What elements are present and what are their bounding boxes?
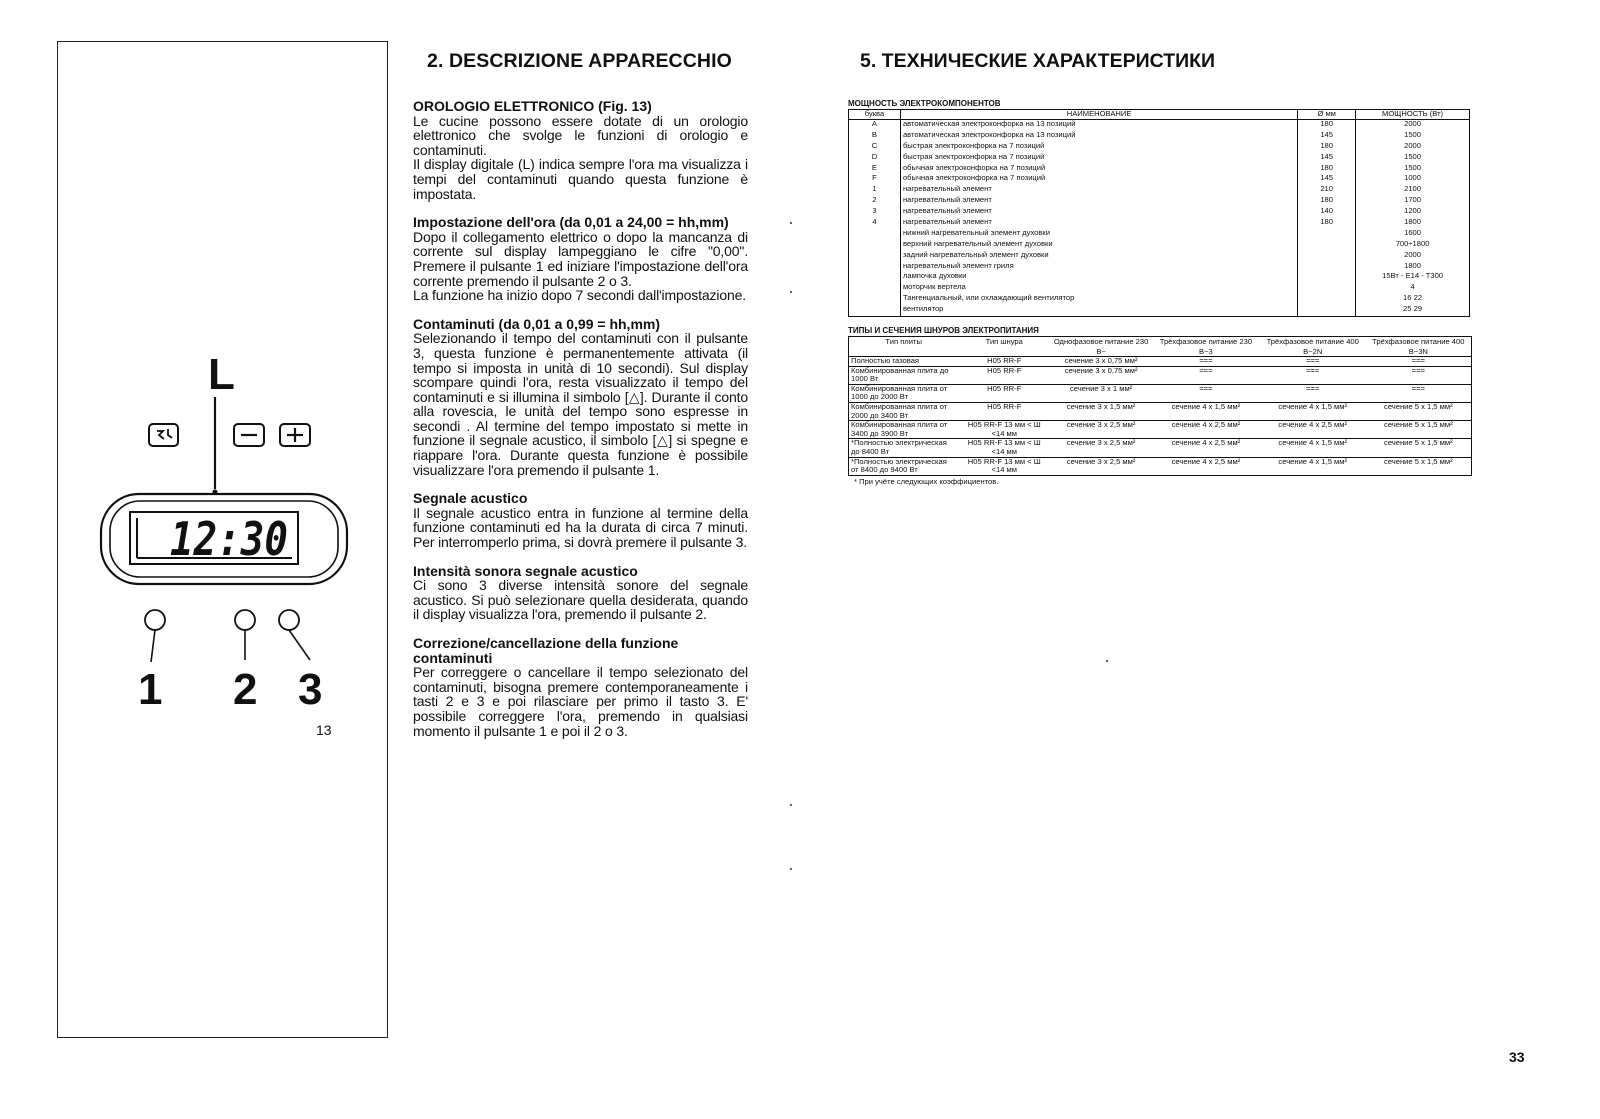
label-L: L bbox=[208, 350, 235, 399]
table-cell: 180 bbox=[1298, 142, 1356, 153]
paragraph: La funzione ha inizio dopo 7 secondi dall'impostazione. bbox=[413, 287, 746, 304]
power-table-body bbox=[849, 120, 1470, 317]
table-cell: задний нагревательный элемент духовки bbox=[900, 251, 1297, 262]
power-table-title: МОЩНОСТЬ ЭЛЕКТРОКОМПОНЕНТОВ bbox=[848, 99, 1001, 108]
table-cell: 2 bbox=[872, 195, 877, 205]
section-segnale-acustico bbox=[413, 491, 748, 549]
table-cell: === bbox=[1152, 384, 1260, 402]
table-cell: 3 bbox=[872, 206, 877, 216]
table-header-row bbox=[849, 110, 1470, 120]
table-cell bbox=[849, 305, 901, 316]
clock-diagram bbox=[58, 42, 389, 1039]
table-cell: C bbox=[871, 140, 878, 150]
table-cell: сечение 3 x 1 мм² bbox=[1050, 384, 1152, 402]
button-2[interactable] bbox=[233, 610, 257, 714]
table-cell: сечение 4 x 1,5 мм² bbox=[1260, 439, 1366, 457]
paragraph: Le cucine possono essere dotate di un orologio elettronico che svolge le funzioni di orologio e contaminuti. bbox=[413, 112, 748, 158]
button-1[interactable] bbox=[138, 610, 165, 714]
table-cell: *Полностью электрическая от 8400 до 9400 Вт bbox=[849, 457, 959, 475]
table-cell bbox=[1298, 305, 1356, 316]
table-cell: сечение 4 x 1,5 мм² bbox=[1260, 403, 1366, 421]
table-cell: Тангенциальный, или охлаждающий вентилятор bbox=[900, 294, 1297, 305]
table-row bbox=[849, 384, 1472, 402]
section-title: Contaminuti (da 0,01 a 0,99 = hh,mm) bbox=[413, 315, 661, 332]
table-cell: быстрая электроконфорка на 7 позиций bbox=[900, 142, 1297, 153]
button-3[interactable] bbox=[279, 610, 322, 714]
paragraph: Ci sono 3 diverse intensità sonore del segnale acustico. Si può selezionare quella desiderata, quando il display visualizza l'ora, premendo il pulsante 2. bbox=[413, 577, 748, 623]
table-row bbox=[849, 366, 1472, 384]
lcd-time-display: 12:30 bbox=[170, 512, 288, 566]
column-header: Трёхфазовое питание 230 В~3 bbox=[1152, 337, 1260, 357]
column-header: буква bbox=[849, 110, 901, 120]
cable-table-body bbox=[849, 357, 1472, 476]
paragraph: Il segnale acustico entra in funzione al termine della funzione contaminuti ed ha la durata di circa 7 minuti. Per interromperlo prima, si dovrà premere il pulsante 3. bbox=[413, 504, 748, 551]
table-cell: H05 RR-F bbox=[987, 356, 1022, 366]
table-cell bbox=[849, 240, 901, 251]
table-row bbox=[849, 153, 1470, 164]
table-cell bbox=[1298, 262, 1356, 273]
print-speck bbox=[790, 291, 792, 293]
section-contaminuti bbox=[413, 317, 748, 478]
section-correzione bbox=[413, 636, 748, 738]
table-row bbox=[849, 251, 1470, 262]
table-cell: 1000 bbox=[1356, 174, 1470, 185]
russian-column bbox=[848, 50, 1473, 486]
table-cell: === bbox=[1260, 384, 1366, 402]
table-cell: сечение 5 x 1,5 мм² bbox=[1366, 403, 1472, 421]
table-cell: сечение 4 x 2,5 мм² bbox=[1152, 439, 1260, 457]
table-cell: 700÷1800 bbox=[1356, 240, 1470, 251]
table-header-row bbox=[849, 337, 1472, 357]
table-cell bbox=[1298, 240, 1356, 251]
table-cell: сечение 3 x 2,5 мм² bbox=[1050, 439, 1152, 457]
table-row bbox=[849, 421, 1472, 439]
table-cell: сечение 4 x 1,5 мм² bbox=[1152, 403, 1260, 421]
section-intensita-sonora bbox=[413, 564, 748, 622]
table-cell: нагревательный элемент bbox=[900, 218, 1297, 229]
section-title: Segnale acustico bbox=[413, 490, 528, 507]
button-3-label: 3 bbox=[298, 665, 323, 714]
table-cell: 210 bbox=[1298, 185, 1356, 196]
table-cell: лампочка духовки bbox=[900, 272, 1297, 283]
column-header: Ø мм bbox=[1298, 110, 1356, 120]
italian-column bbox=[413, 50, 748, 752]
table-row bbox=[849, 357, 1472, 367]
table-cell: === bbox=[1152, 366, 1260, 384]
table-cell: сечение 3 x 0,75 мм² bbox=[1064, 356, 1138, 366]
table-cell: 180 bbox=[1298, 218, 1356, 229]
table-cell bbox=[849, 251, 901, 262]
table-cell bbox=[849, 283, 901, 294]
table-cell: H05 RR-F 13 мм < Ш <14 мм bbox=[958, 439, 1050, 457]
table-cell: F bbox=[872, 173, 877, 183]
figure-number: 13 bbox=[316, 722, 332, 738]
table-cell: сечение 3 x 0,75 мм² bbox=[1050, 366, 1152, 384]
print-speck bbox=[1106, 660, 1108, 662]
table-cell: сечение 3 x 2,5 мм² bbox=[1050, 421, 1152, 439]
table-cell: нагревательный элемент bbox=[900, 207, 1297, 218]
italian-heading: 2. DESCRIZIONE APPARECCHIO bbox=[427, 50, 732, 72]
table-cell: D bbox=[871, 151, 878, 161]
table-cell: 4 bbox=[872, 217, 877, 227]
table-cell: 145 bbox=[1298, 131, 1356, 142]
table-cell: 180 bbox=[1298, 196, 1356, 207]
table-row bbox=[849, 457, 1472, 475]
table-cell: Комбинированная плита от 3400 до 3900 Вт bbox=[849, 421, 959, 439]
button-1-label: 1 bbox=[138, 665, 163, 714]
table-cell: 1200 bbox=[1356, 207, 1470, 218]
table-cell: 16 22 bbox=[1356, 294, 1470, 305]
table-cell: 1500 bbox=[1356, 164, 1470, 175]
paragraph: Il display digitale (L) indica sempre l'ora ma visualizza i tempi del contaminuti quando questa funzione è impostata. bbox=[413, 156, 748, 202]
table-cell: H05 RR-F bbox=[958, 366, 1050, 384]
table-cell bbox=[849, 262, 901, 273]
table-cell: нагревательный элемент bbox=[900, 196, 1297, 207]
table-cell: сечение 5 x 1,5 мм² bbox=[1366, 457, 1472, 475]
table-cell: 2000 bbox=[1356, 120, 1470, 131]
table-cell bbox=[849, 294, 901, 305]
table-cell: 1800 bbox=[1356, 218, 1470, 229]
table-cell: 2100 bbox=[1356, 185, 1470, 196]
table-cell: Комбинированная плита от 1000 до 2000 Вт bbox=[849, 384, 959, 402]
table-cell: нагревательный элемент bbox=[900, 185, 1297, 196]
print-speck bbox=[790, 804, 792, 806]
table-cell: H05 RR-F 13 мм < Ш <14 мм bbox=[958, 421, 1050, 439]
column-header: Тип шнура bbox=[958, 337, 1050, 357]
table-cell: === bbox=[1366, 366, 1472, 384]
table-cell: A bbox=[871, 119, 877, 128]
table-cell: 140 bbox=[1298, 207, 1356, 218]
table-cell: вентилятор bbox=[900, 305, 1297, 316]
table-cell bbox=[1298, 229, 1356, 240]
plus-icon bbox=[280, 424, 310, 446]
table-cell: Комбинированная плита до 1000 Вт bbox=[849, 366, 959, 384]
power-table bbox=[848, 109, 1470, 317]
table-cell bbox=[1298, 272, 1356, 283]
table-cell bbox=[1298, 251, 1356, 262]
table-cell: 145 bbox=[1298, 174, 1356, 185]
table-cell: 1800 bbox=[1356, 262, 1470, 273]
table-row bbox=[849, 305, 1470, 316]
table-cell: 2000 bbox=[1356, 142, 1470, 153]
table-cell: 2000 bbox=[1356, 251, 1470, 262]
column-header: Трёхфазовое питание 400 В~2N bbox=[1260, 337, 1366, 357]
print-speck bbox=[790, 222, 792, 224]
paragraph: Dopo il collegamento elettrico o dopo la mancanza di corrente sul display lampeggiano le cifre "0,00". Premere il pulsante 1 ed iniziare l'impostazione dell'ora corrente premendo il pulsante 2 o 3. bbox=[413, 228, 748, 289]
table-cell: 1600 bbox=[1356, 229, 1470, 240]
table-cell: *Полностью электрическая до 8400 Вт bbox=[849, 439, 959, 457]
table-cell: 1500 bbox=[1356, 131, 1470, 142]
print-speck bbox=[790, 868, 792, 870]
table-row bbox=[849, 403, 1472, 421]
table-cell: автоматическая электроконфорка на 13 позиций bbox=[900, 131, 1297, 142]
table-cell: сечение 4 x 2,5 мм² bbox=[1152, 421, 1260, 439]
table-cell: автоматическая электроконфорка на 13 позиций bbox=[900, 120, 1297, 131]
table-cell: сечение 3 x 1,5 мм² bbox=[1050, 403, 1152, 421]
table-cell: B bbox=[871, 129, 877, 139]
table-cell: 1700 bbox=[1356, 196, 1470, 207]
section-title: Intensità sonora segnale acustico bbox=[413, 562, 638, 579]
table-cell: быстрая электроконфорка на 7 позиций bbox=[900, 153, 1297, 164]
table-cell: Комбинированная плита от 2000 до 3400 Вт bbox=[849, 403, 959, 421]
table-cell: === bbox=[1411, 356, 1425, 366]
table-cell bbox=[1298, 294, 1356, 305]
page-number: 33 bbox=[1509, 1049, 1525, 1065]
cable-table-title: ТИПЫ И СЕЧЕНИЯ ШНУРОВ ЭЛЕКТРОПИТАНИЯ bbox=[848, 326, 1039, 336]
table-cell: обычная электроконфорка на 7 позиций bbox=[900, 164, 1297, 175]
table-cell: === bbox=[1306, 356, 1320, 366]
table-cell: 25 29 bbox=[1356, 305, 1470, 316]
table-cell: === bbox=[1366, 384, 1472, 402]
cable-footnote: * При учёте следующих коэффициентов. bbox=[854, 476, 999, 486]
column-header: Трёхфазовое питание 400 В~3N bbox=[1366, 337, 1472, 357]
table-cell: === bbox=[1260, 366, 1366, 384]
column-header: Тип плиты bbox=[849, 337, 959, 357]
timer-icon bbox=[149, 424, 178, 446]
section-impostazione-ora bbox=[413, 215, 748, 303]
table-cell: 4 bbox=[1356, 283, 1470, 294]
table-cell: Полностью газовая bbox=[851, 356, 920, 366]
table-cell: 1500 bbox=[1356, 153, 1470, 164]
section-title: Impostazione dell'ora (da 0,01 a 24,00 = hh,mm) bbox=[413, 214, 729, 231]
table-cell: обычная электроконфорка на 7 позиций bbox=[900, 174, 1297, 185]
table-cell: H05 RR-F 13 мм < Ш <14 мм bbox=[958, 457, 1050, 475]
table-cell: 180 bbox=[1298, 120, 1356, 131]
paragraph: Per correggere o cancellare il tempo selezionato del contaminuti, bisogna premere contemporaneamente i tasti 2 e 3 e poi rilasciare per primo il tasto 3. E' possibile correggere l'ora, premendo in qualsiasi momento il pulsante 1 e poi il 2 o 3. bbox=[413, 664, 748, 739]
button-2-label: 2 bbox=[233, 665, 258, 714]
table-cell: сечение 3 x 2,5 мм² bbox=[1050, 457, 1152, 475]
table-cell: нагревательный элемент гриля bbox=[900, 262, 1297, 273]
table-cell: верхний нагревательный элемент духовки bbox=[900, 240, 1297, 251]
column-header: НАИМЕНОВАНИЕ bbox=[900, 110, 1297, 120]
table-cell: сечение 4 x 1,5 мм² bbox=[1260, 457, 1366, 475]
table-row bbox=[849, 439, 1472, 457]
section-title: OROLOGIO ELETTRONICO (Fig. 13) bbox=[413, 98, 652, 114]
table-cell: 15Вт - E14 - T300 bbox=[1356, 272, 1470, 283]
table-cell: E bbox=[871, 162, 877, 172]
figure-13-panel bbox=[57, 41, 388, 1038]
section-title: Correzione/cancellazione della funzione contaminuti bbox=[413, 635, 679, 666]
table-cell: сечение 4 x 2,5 мм² bbox=[1260, 421, 1366, 439]
section-orologio bbox=[413, 99, 748, 201]
table-cell: моторчик вертела bbox=[900, 283, 1297, 294]
table-cell: H05 RR-F bbox=[958, 384, 1050, 402]
minus-icon bbox=[234, 424, 264, 446]
column-header: Однофазовое питание 230 В~ bbox=[1050, 337, 1152, 357]
table-cell: 145 bbox=[1298, 153, 1356, 164]
table-cell: сечение 5 x 1,5 мм² bbox=[1366, 439, 1472, 457]
russian-heading: 5. ТЕХНИЧЕСКИЕ ХАРАКТЕРИСТИКИ bbox=[860, 50, 1216, 72]
table-cell: 180 bbox=[1298, 164, 1356, 175]
table-cell: === bbox=[1199, 356, 1213, 366]
paragraph: Selezionando il tempo del contaminuti con il pulsante 3, questa funzione è permanentemente attivata (il tempo si imposta in unità di 10 secondi). Sul display scompare quindi l'ora, resta visualizzato il tempo del contaminuti e si illumina il simbolo [△]. Durante il conto alla rovescia, le unità del tempo sono espresse in secondi . Al termine del tempo impostato si mette in funzione il segnale acustico, il simbolo [△] si spegne e riappare l'ora. Durante questa funzione è possibile visualizzare l'ora premendo il pulsante 1. bbox=[413, 330, 748, 478]
cable-table bbox=[848, 336, 1472, 476]
table-cell: нижний нагревательный элемент духовки bbox=[900, 229, 1297, 240]
table-cell: сечение 4 x 2,5 мм² bbox=[1152, 457, 1260, 475]
table-cell bbox=[849, 229, 901, 240]
table-cell: 1 bbox=[872, 184, 877, 194]
table-cell bbox=[849, 272, 901, 283]
table-cell bbox=[1298, 283, 1356, 294]
column-header: МОЩНОСТЬ (Вт) bbox=[1356, 110, 1470, 120]
table-cell: сечение 5 x 1,5 мм² bbox=[1366, 421, 1472, 439]
table-cell: H05 RR-F bbox=[958, 403, 1050, 421]
